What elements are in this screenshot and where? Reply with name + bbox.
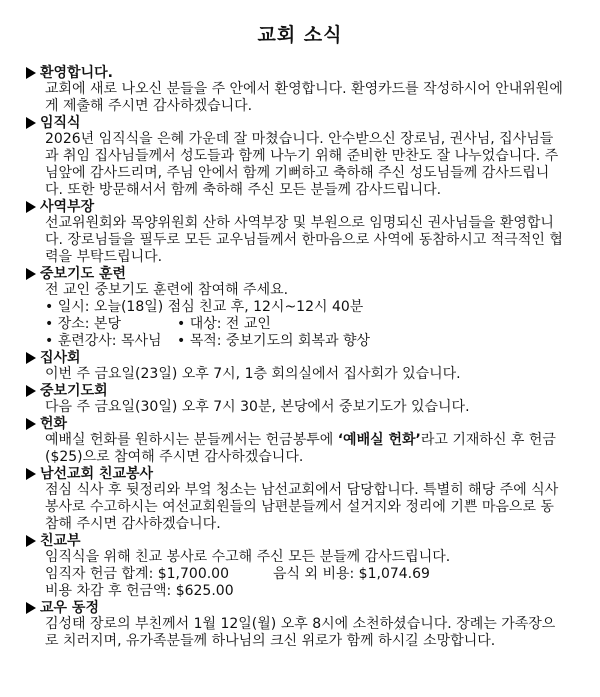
section-mens-service — [26, 466, 574, 533]
section-heading-text: 교우 동정 — [40, 600, 99, 616]
section-heading — [26, 466, 574, 482]
triangle-bullet-icon — [26, 385, 36, 397]
section-intercession-meeting — [26, 383, 574, 416]
triangle-bullet-icon — [26, 67, 36, 79]
triangle-bullet-icon — [26, 418, 36, 430]
section-heading — [26, 533, 574, 549]
offering-text-after: 라고 기재하신 후 헌금($25)으로 참여해 주시면 감사하겠습니다. — [45, 432, 556, 465]
section-heading — [26, 383, 574, 399]
triangle-bullet-icon — [26, 602, 36, 614]
section-body — [26, 549, 574, 600]
offering-text-bold: ‘예배실 헌화’ — [337, 432, 421, 448]
section-installation — [26, 115, 574, 199]
offering-text-before: 예배실 헌화를 원하시는 분들께서는 헌금봉투에 — [45, 432, 338, 448]
offering-balance: 비용 차감 후 헌금액: $625.00 — [45, 583, 234, 599]
triangle-bullet-icon — [26, 352, 36, 364]
section-heading — [26, 350, 574, 366]
section-heading — [26, 416, 574, 432]
section-text: 교회에 새로 나오신 분들을 주 안에서 환영합니다. 환영카드를 작성하시어 안내위원에게 제출해 주시면 감사하겠습니다. — [45, 81, 563, 114]
section-body — [26, 482, 574, 533]
section-welcome — [26, 65, 574, 115]
section-offering — [26, 416, 574, 466]
section-body — [26, 81, 574, 115]
section-heading-text: 헌화 — [40, 416, 68, 432]
section-heading-text: 친교부 — [40, 533, 81, 549]
section-heading-text: 사역부장 — [40, 199, 95, 215]
training-details-row — [45, 316, 566, 333]
section-body — [26, 616, 574, 650]
training-place: • 장소: 본당 — [45, 316, 121, 332]
section-body — [26, 399, 574, 416]
section-text: 김성태 장로의 부친께서 1월 12일(월) 오후 8시에 소천하셨습니다. 장례는 가족장으로 치러지며, 유가족분들께 하나님의 크신 위로가 함께 하시길 소망합니다. — [45, 616, 556, 649]
section-body — [26, 282, 574, 350]
section-text: 이번 주 금요일(23일) 오후 7시, 1층 회의실에서 집사회가 있습니다. — [45, 366, 461, 382]
section-text: 다음 주 금요일(30일) 오후 7시 30분, 본당에서 중보기도가 있습니다. — [45, 399, 470, 415]
section-intercession-training — [26, 266, 574, 350]
fellowship-amounts-row — [45, 566, 566, 583]
page-title: 교회 소식 — [257, 24, 343, 46]
section-heading-text: 임직식 — [40, 115, 81, 131]
section-ministry-heads — [26, 199, 574, 266]
section-heading-text: 중보기도회 — [40, 383, 108, 399]
section-text: 점심 식사 후 뒷정리와 부엌 청소는 남선교회에서 담당합니다. 특별히 해당 주에 식사 봉사로 수고하시는 여선교회원들의 남편분들께서 설거지와 정리에 기쁜 마음으로 동참해 주시면 감사하겠습니다. — [45, 482, 559, 532]
section-text: 2026년 임직식을 은혜 가운데 잘 마쳤습니다. 안수받으신 장로님, 권사님, 집사님들과 취임 집사님들께서 성도들과 함께 나누기 위해 준비한 만찬도 잘 나누었습니다. 주님앞에 감사드리며, 주님 안에서 함께 기뻐하고 축하해 주신 성도님들께 감사드립니다. 또한 방문해서서 함께 축하해 주신 모든 분들께 감사드립니다. — [45, 131, 559, 198]
triangle-bullet-icon — [26, 201, 36, 213]
section-fellowship — [26, 533, 574, 600]
section-heading — [26, 199, 574, 215]
training-when: • 일시: 오늘(18일) 점심 친교 후, 12시~12시 40분 — [45, 299, 364, 315]
training-instructor: • 훈련강사: 목사님 — [45, 333, 162, 349]
section-text — [45, 432, 566, 466]
section-heading-text: 환영합니다. — [40, 65, 113, 81]
food-cost: 음식 외 비용: $1,074.69 — [273, 566, 430, 582]
triangle-bullet-icon — [26, 535, 36, 547]
section-heading — [26, 266, 574, 282]
offering-total: 임직자 헌금 합계: $1,700.00 — [45, 566, 229, 582]
section-heading — [26, 65, 574, 81]
section-news — [26, 600, 574, 650]
section-text: 선교위원회와 목양위원회 산하 사역부장 및 부원으로 임명되신 권사님들을 환영합니다. 장로님들을 필두로 모든 교우님들께서 한마음으로 사역에 동참하시고 적극적인 협력을 부탁드립니다. — [45, 215, 563, 265]
section-heading-text: 중보기도 훈련 — [40, 266, 127, 282]
section-body — [26, 366, 574, 383]
section-heading — [26, 600, 574, 616]
section-heading — [26, 115, 574, 131]
triangle-bullet-icon — [26, 468, 36, 480]
section-body — [26, 131, 574, 199]
section-body — [26, 215, 574, 266]
section-heading-text: 집사회 — [40, 350, 81, 366]
section-heading-text: 남선교회 친교봉사 — [40, 466, 154, 482]
triangle-bullet-icon — [26, 268, 36, 280]
training-purpose: • 목적: 중보기도의 회복과 향상 — [177, 333, 371, 349]
section-body — [26, 432, 574, 466]
training-details-row — [45, 333, 566, 350]
section-deacons-meeting — [26, 350, 574, 383]
section-text: 임직식을 위해 친교 봉사로 수고해 주신 모든 분들께 감사드립니다. — [45, 549, 451, 565]
training-target: • 대상: 전 교인 — [177, 316, 271, 332]
triangle-bullet-icon — [26, 117, 36, 129]
training-intro: 전 교인 중보기도 훈련에 참여해 주세요. — [45, 282, 289, 298]
